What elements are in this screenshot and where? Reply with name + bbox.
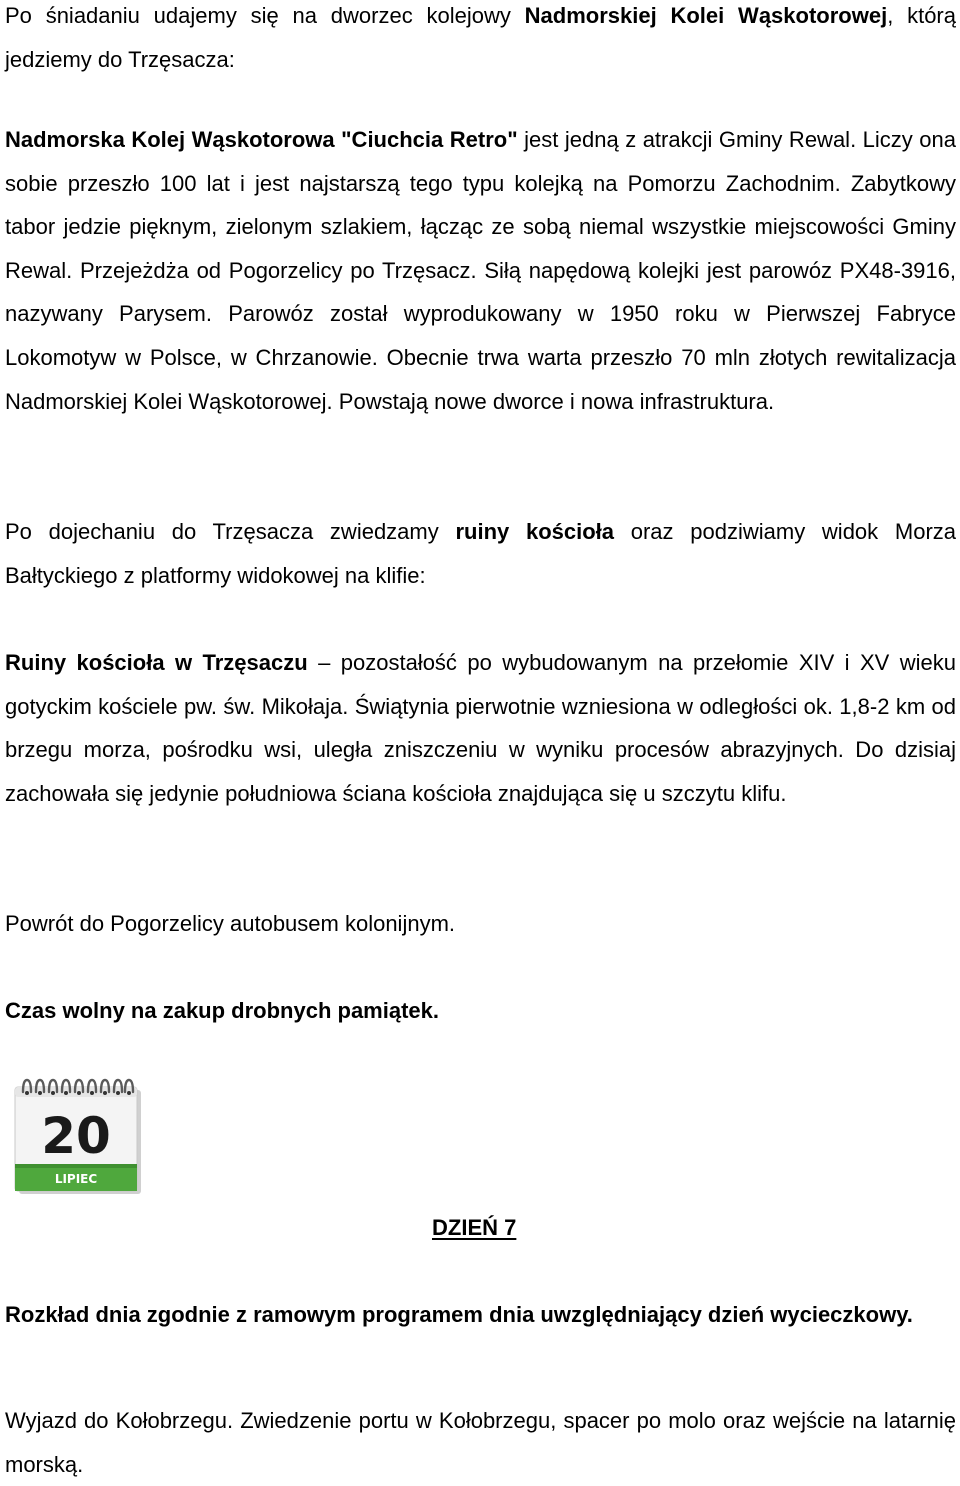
paragraph-free-time: Czas wolny na zakup drobnych pamiątek. (5, 998, 439, 1023)
paragraph-railway-description: Nadmorska Kolej Wąskotorowa "Ciuchcia Retro" jest jedną z atrakcji Gminy Rewal. Liczy ona sobie przeszło 100 lat i jest najstarszą tego typu kolejką na Pomorzu Zachodnim. Zabytkowy tabor jedzie pięknym, zielonym szlakiem, łącząc ze sobą niemal wszystkie miejscowości Gminy Rewal. Przejeżdża od Pogorzelicy po Trzęsacz. Siłą napędową kolejki jest parowóz PX48-3916, nazywany Parysem. Parowóz został wyprodukowany w 1950 roku w Pierwszej Fabryce Lokomotyw w Polsce, w Chrzanowie. Obecnie trwa warta przeszło 70 mln złotych rewitalizacja Nadmorskiej Kolei Wąskotorowej. Powstają nowe dworce i nowa infrastruktura. (5, 127, 956, 414)
railway-name: Nadmorskiej Kolei Wąskotorowej (524, 3, 888, 28)
church-ruins-title: Ruiny kościoła w Trzęsaczu (5, 650, 308, 675)
day-heading: DZIEŃ 7 (432, 1215, 517, 1240)
church-ruins-term: ruiny kościoła (455, 519, 615, 544)
calendar-day: 20 (41, 1107, 111, 1165)
calendar-icon (13, 1078, 145, 1196)
paragraph-day-schedule: Rozkład dnia zgodnie z ramowym programem dnia uwzględniający dzień wycieczkowy. (5, 1302, 913, 1327)
paragraph-breakfast-station: Po śniadaniu udajemy się na dworzec kolejowy Nadmorskiej Kolei Wąskotorowej, którą jedziemy do Trzęsacza: (5, 3, 956, 72)
paragraph-kolobrzeg-trip: Wyjazd do Kołobrzegu. Zwiedzenie portu w Kołobrzegu, spacer po molo oraz wejście na latarnię morską. (5, 1408, 956, 1477)
paragraph-trzesacz-visit: Po dojechaniu do Trzęsacza zwiedzamy ruiny kościoła oraz podziwiamy widok Morza Bałtyckiego z platformy widokowej na klifie: (5, 519, 957, 588)
calendar-month: LIPIEC (54, 1172, 98, 1186)
paragraph-church-ruins: Ruiny kościoła w Trzęsaczu – pozostałość po wybudowanym na przełomie XIV i XV wieku gotyckim kościele pw. św. Mikołaja. Świątynia pierwotnie wzniesiona w odległości ok. 1,8-2 km od brzegu morza, pośrodku wsi, uległa zniszczeniu w wyniku procesów abrazyjnych. Do dzisiaj zachowała się jedynie południowa ściana kościoła znajdująca się u szczytu klifu. (5, 650, 956, 806)
document-page (5, 0, 956, 1480)
paragraph-return: Powrót do Pogorzelicy autobusem kolonijnym. (5, 911, 456, 936)
railway-title: Nadmorska Kolej Wąskotorowa "Ciuchcia Retro" (5, 127, 518, 152)
